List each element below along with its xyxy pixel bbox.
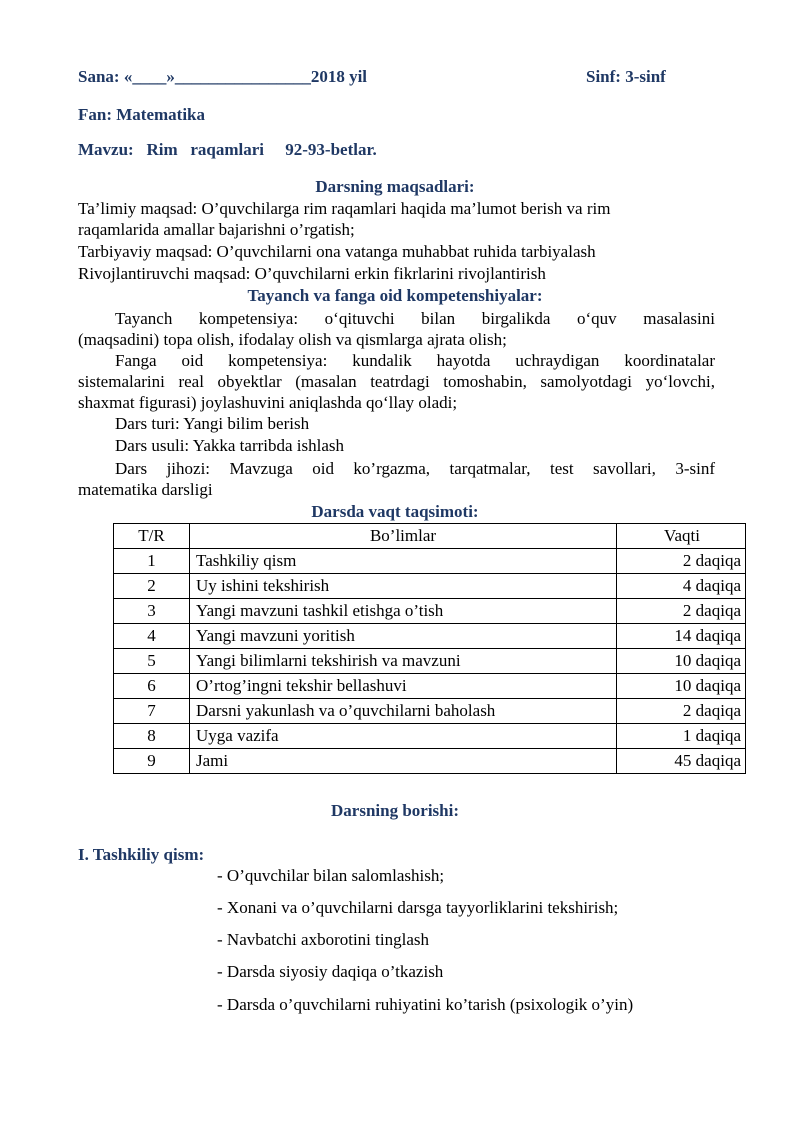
row-duration: 2 daqiqa xyxy=(617,699,746,724)
sana-line: Sana: «____»________________2018 yil xyxy=(78,67,368,86)
tayanch-kompetensiya-line-2: (maqsadini) topa olish, ifodalay olish va qismlarga ajrata olish; xyxy=(78,330,507,349)
list-item: - O’quvchilar bilan salomlashish; xyxy=(217,866,445,885)
column-header-tr: T/R xyxy=(114,524,190,549)
row-number: 9 xyxy=(114,749,190,774)
row-section: Jami xyxy=(190,749,617,774)
list-item: - Darsda o’quvchilarni ruhiyatini ko’tarish (psixologik o’yin) xyxy=(217,995,634,1014)
fanga-oid-line-1: Fanga oid kompetensiya: kundalik hayotda uchraydigan koordinatalar xyxy=(115,351,715,370)
tayanch-kompetensiya xyxy=(78,308,715,350)
tayanch-kompetensiya-line-1: Tayanch kompetensiya: o‘qituvchi bilan birgalikda o‘quv masalasini xyxy=(115,309,715,328)
table-row-total xyxy=(114,749,746,774)
maqsadlar-heading: Darsning maqsadlari: xyxy=(315,177,475,196)
row-number: 1 xyxy=(114,549,190,574)
row-duration: 2 daqiqa xyxy=(617,599,746,624)
fan-label: Fan: Matematika xyxy=(78,105,206,124)
row-section: Tashkiliy qism xyxy=(190,549,617,574)
dars-jihozi-line-1: Dars jihozi: Mavzuga oid ko’rgazma, tarqatmalar, test savollari, 3-sinf xyxy=(115,459,715,478)
row-number: 3 xyxy=(114,599,190,624)
table-row xyxy=(114,624,746,649)
kompetensiya-heading: Tayanch va fanga oid kompetenshiyalar: xyxy=(247,286,543,305)
dars-jihozi xyxy=(78,458,715,500)
row-duration: 14 daqiqa xyxy=(617,624,746,649)
row-section: Uyga vazifa xyxy=(190,724,617,749)
dars-jihozi-line-2: matematika darsligi xyxy=(78,480,213,499)
vaqt-taqsimoti-heading: Darsda vaqt taqsimoti: xyxy=(311,502,479,521)
mavzu-label: Mavzu: Rim raqamlari 92-93-betlar. xyxy=(78,140,377,159)
column-header-vaqti: Vaqti xyxy=(617,524,746,549)
row-duration: 45 daqiqa xyxy=(617,749,746,774)
column-header-bolimlar: Bo’limlar xyxy=(190,524,617,549)
tarbiyaviy-maqsad: Tarbiyaviy maqsad: O’quvchilarni ona vatanga muhabbat ruhida tarbiyalash xyxy=(78,242,596,261)
table-row xyxy=(114,649,746,674)
row-duration: 4 daqiqa xyxy=(617,574,746,599)
row-number: 2 xyxy=(114,574,190,599)
rivojlantiruvchi-maqsad: Rivojlantiruvchi maqsad: O’quvchilarni erkin fikrlarini rivojlantirish xyxy=(78,264,546,283)
row-section: Uy ishini tekshirish xyxy=(190,574,617,599)
row-number: 8 xyxy=(114,724,190,749)
fanga-oid-line-3: shaxmat figurasi) joylashuvini aniqlashda qo‘llay oladi; xyxy=(78,393,458,412)
row-number: 7 xyxy=(114,699,190,724)
row-duration: 1 daqiqa xyxy=(617,724,746,749)
fanga-oid-kompetensiya xyxy=(78,350,715,413)
row-section: Yangi bilimlarni tekshirish va mavzuni xyxy=(190,649,617,674)
row-number: 4 xyxy=(114,624,190,649)
table-row xyxy=(114,574,746,599)
dars-turi: Dars turi: Yangi bilim berish xyxy=(115,414,310,433)
vaqt-taqsimoti-table xyxy=(113,523,746,774)
row-section: O’rtog’ingni tekshir bellashuvi xyxy=(190,674,617,699)
dars-usuli: Dars usuli: Yakka tarribda ishlash xyxy=(115,436,345,455)
tashkiliy-qism-heading: I. Tashkiliy qism: xyxy=(78,845,205,864)
table-row xyxy=(114,599,746,624)
row-duration: 10 daqiqa xyxy=(617,674,746,699)
row-number: 6 xyxy=(114,674,190,699)
row-number: 5 xyxy=(114,649,190,674)
talimiy-maqsad-line-1: Ta’limiy maqsad: O’quvchilarga rim raqamlari haqida ma’lumot berish va rim xyxy=(78,199,611,218)
list-item: - Navbatchi axborotini tinglash xyxy=(217,930,429,949)
talimiy-maqsad-line-2: raqamlarida amallar bajarishni o’rgatish; xyxy=(78,220,355,239)
row-duration: 2 daqiqa xyxy=(617,549,746,574)
borishi-heading: Darsning borishi: xyxy=(331,801,459,820)
list-item: - Darsda siyosiy daqiqa o’tkazish xyxy=(217,962,444,981)
table-row xyxy=(114,549,746,574)
row-section: Darsni yakunlash va o’quvchilarni baholash xyxy=(190,699,617,724)
table-row xyxy=(114,674,746,699)
row-section: Yangi mavzuni yoritish xyxy=(190,624,617,649)
row-section: Yangi mavzuni tashkil etishga o’tish xyxy=(190,599,617,624)
list-item: - Xonani va o’quvchilarni darsga tayyorliklarini tekshirish; xyxy=(217,898,619,917)
fanga-oid-line-2: sistemalarini real obyektlar (masalan teatrdagi tomoshabin, samolyotdagi yo‘lovchi, xyxy=(78,372,715,391)
row-duration: 10 daqiqa xyxy=(617,649,746,674)
sinf-label: Sinf: 3-sinf xyxy=(586,67,666,86)
table-row xyxy=(114,724,746,749)
table-row xyxy=(114,699,746,724)
table-header-row xyxy=(114,524,746,549)
